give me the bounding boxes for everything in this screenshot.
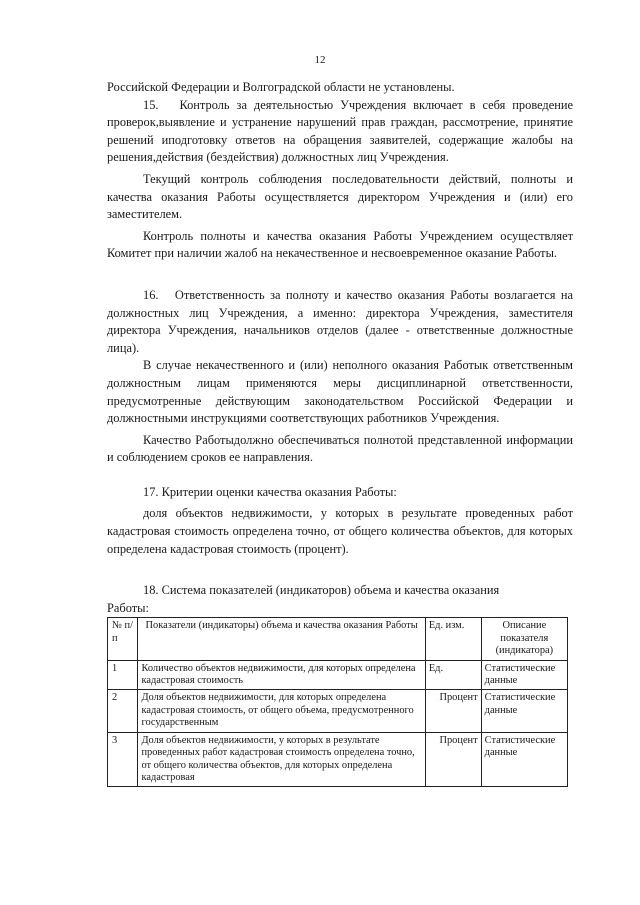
row-unit: Ед.	[425, 660, 481, 690]
paragraph: 15. Контроль за деятельностью Учреждения включает в себя проведение проверок,выявление и устранение нарушений прав граждан, рассмотрение, принятие решений иподготовку ответов на обращения заявителей, содержащие жалобы на решения,действия (бездействия) должностных лиц Учреждения.	[107, 97, 573, 165]
header-indicator: Показатели (индикаторы) объема и качества оказания Работы	[138, 618, 425, 660]
row-description: Статистические данные	[481, 660, 567, 690]
row-unit: Процент	[425, 732, 481, 787]
page-number: 12	[314, 54, 326, 66]
paragraph: 17. Критерии оценки качества оказания Работы:	[143, 484, 397, 499]
table-row	[108, 732, 568, 787]
table-caption: Работы:	[107, 600, 149, 615]
paragraph: 18. Система показателей (индикаторов) объема и качества оказания	[143, 583, 500, 598]
row-unit: Процент	[425, 690, 481, 732]
row-indicator: Доля объектов недвижимости, для которых определена кадастровая стоимость, от общего объема, предусмотренного государственным	[138, 690, 425, 732]
table-header-row	[108, 618, 568, 660]
header-unit: Ед. изм.	[425, 618, 481, 660]
document-body	[107, 79, 573, 787]
header-description: Описание показателя (индикатора)	[481, 618, 567, 660]
paragraph: Качество Работыдолжно обеспечиваться полнотой представленной информации и соблюдением сроков ее направления.	[107, 432, 573, 465]
paragraph: 16. Ответственность за полноту и качество оказания Работы возлагается на должностных лиц Учреждения, а именно: директора Учреждения, заместителя директора Учреждения, начальников отделов (далее - ответственные должностные лица).	[107, 287, 573, 355]
paragraph: Текущий контроль соблюдения последовательности действий, полноты и качества оказания Работы осуществляется директором Учреждения и (или) его заместителем.	[107, 171, 573, 222]
paragraph: Контроль полноты и качества оказания Работы Учреждением осуществляет Комитет при наличии жалоб на некачественное и несвоевременное оказание Работы.	[107, 228, 573, 261]
row-description: Статистические данные	[481, 690, 567, 732]
row-indicator: Количество объектов недвижимости, для которых определена кадастровая стоимость	[138, 660, 425, 690]
paragraph: В случае некачественного и (или) неполного оказания Работык ответственным должностным лицам применяются меры дисциплинарной ответственности, предусмотренные действующим законодательством Российской Федерации и должностными инструкциями соответствующих работников Учреждения.	[107, 358, 573, 426]
paragraph-list	[107, 79, 573, 600]
row-num: 2	[108, 690, 138, 732]
table-row	[108, 660, 568, 690]
paragraph: Российской Федерации и Волгоградской области не установлены.	[107, 80, 455, 94]
indicators-table	[107, 617, 568, 787]
row-description: Статистические данные	[481, 732, 567, 787]
row-num: 3	[108, 732, 138, 787]
paragraph: доля объектов недвижимости, у которых в результате проведенных работ кадастровая стоимость определена точно, от общего количества объектов, для которых определена кадастровая стоимость (процент).	[107, 506, 573, 556]
header-num: № п/п	[108, 618, 138, 660]
row-indicator: Доля объектов недвижимости, у которых в результате проведенных работ кадастровая стоимость определена точно, от общего количества объектов, для которых определена кадастровая	[138, 732, 425, 787]
row-num: 1	[108, 660, 138, 690]
table-row	[108, 690, 568, 732]
